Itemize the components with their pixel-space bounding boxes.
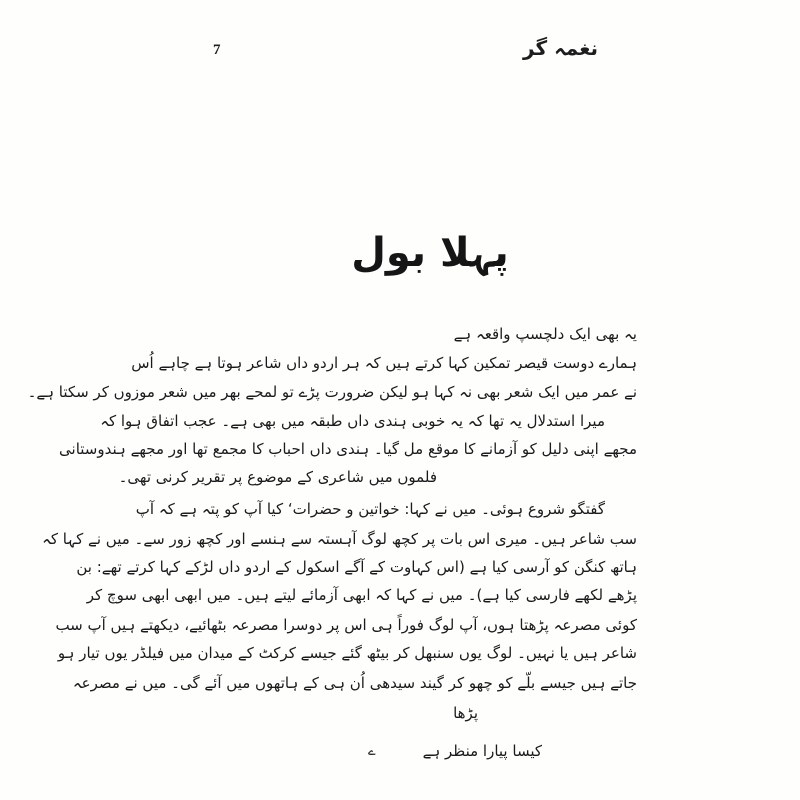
body-line: یہ بھی ایک دلچسپ واقعہ ہے [453, 325, 637, 343]
stray-mark: ے [368, 744, 376, 759]
running-title: نغمہ گر [523, 36, 598, 60]
body-line: مجھے اپنی دلیل کو آزمانے کا موقع مل گیا۔ ہندی داں احباب کا مجمع تھا اور مجھے ہندوستانی [59, 440, 637, 458]
body-line: نے عمر میں ایک شعر بھی نہ کہا ہو لیکن ضرورت پڑے تو لمحے بھر میں شعر موزوں کر سکتا ہے۔ [27, 383, 637, 401]
body-line: کوئی مصرعہ پڑھتا ہوں، آپ لوگ فوراً ہی اس پر دوسرا مصرعہ بٹھائیے، دیکھتے ہیں آپ سب [55, 616, 637, 634]
body-line-last-word: پڑھا [453, 704, 478, 722]
body-line: شاعر ہیں یا نہیں۔ لوگ یوں سنبھل کر بیٹھ گئے جیسے کرکٹ کے میدان میں فیلڈر یوں تیار ہو [57, 644, 637, 662]
body-line: میرا استدلال یہ تھا کہ یہ خوبی ہندی داں طبقہ میں بھی ہے۔ عجب اتفاق ہوا کہ [100, 412, 605, 430]
chapter-title: پہلا بول [351, 230, 509, 276]
page-number: 7 [213, 42, 221, 58]
body-line: سب شاعر ہیں۔ میری اس بات پر کچھ لوگ آہستہ سے ہنسے اور کچھ زور سے۔ میں نے کہا کہ [42, 530, 637, 548]
body-line: جاتے ہیں جیسے بلّے کو چھو کر گیند سیدھی اُن ہی کے ہاتھوں میں آئے گی۔ میں نے مصرعہ [72, 674, 637, 692]
body-line: گفتگو شروع ہوئی۔ میں نے کہا: خواتین و حضرات‘ کیا آپ کو پتہ ہے کہ آپ [135, 500, 605, 518]
body-line: ہاتھ کنگن کو آرسی کیا ہے (اس کہاوت کے آگے اسکول کے اردو داں لڑکے کہا کرتے تھے: بن [76, 558, 637, 576]
verse-line: کیسا پیارا منظر ہے [422, 742, 542, 760]
body-line: ہمارے دوست قیصر تمکین کہا کرتے ہیں کہ ہر اردو داں شاعر ہوتا ہے چاہے اُس [131, 354, 637, 372]
body-line: پڑھے لکھے فارسی کیا ہے)۔ میں نے کہا کہ ابھی آزمائے لیتے ہیں۔ میں ابھی ابھی سوچ کر [86, 586, 637, 604]
body-line: فلموں میں شاعری کے موضوع پر تقریر کرنی تھی۔ [118, 468, 437, 486]
